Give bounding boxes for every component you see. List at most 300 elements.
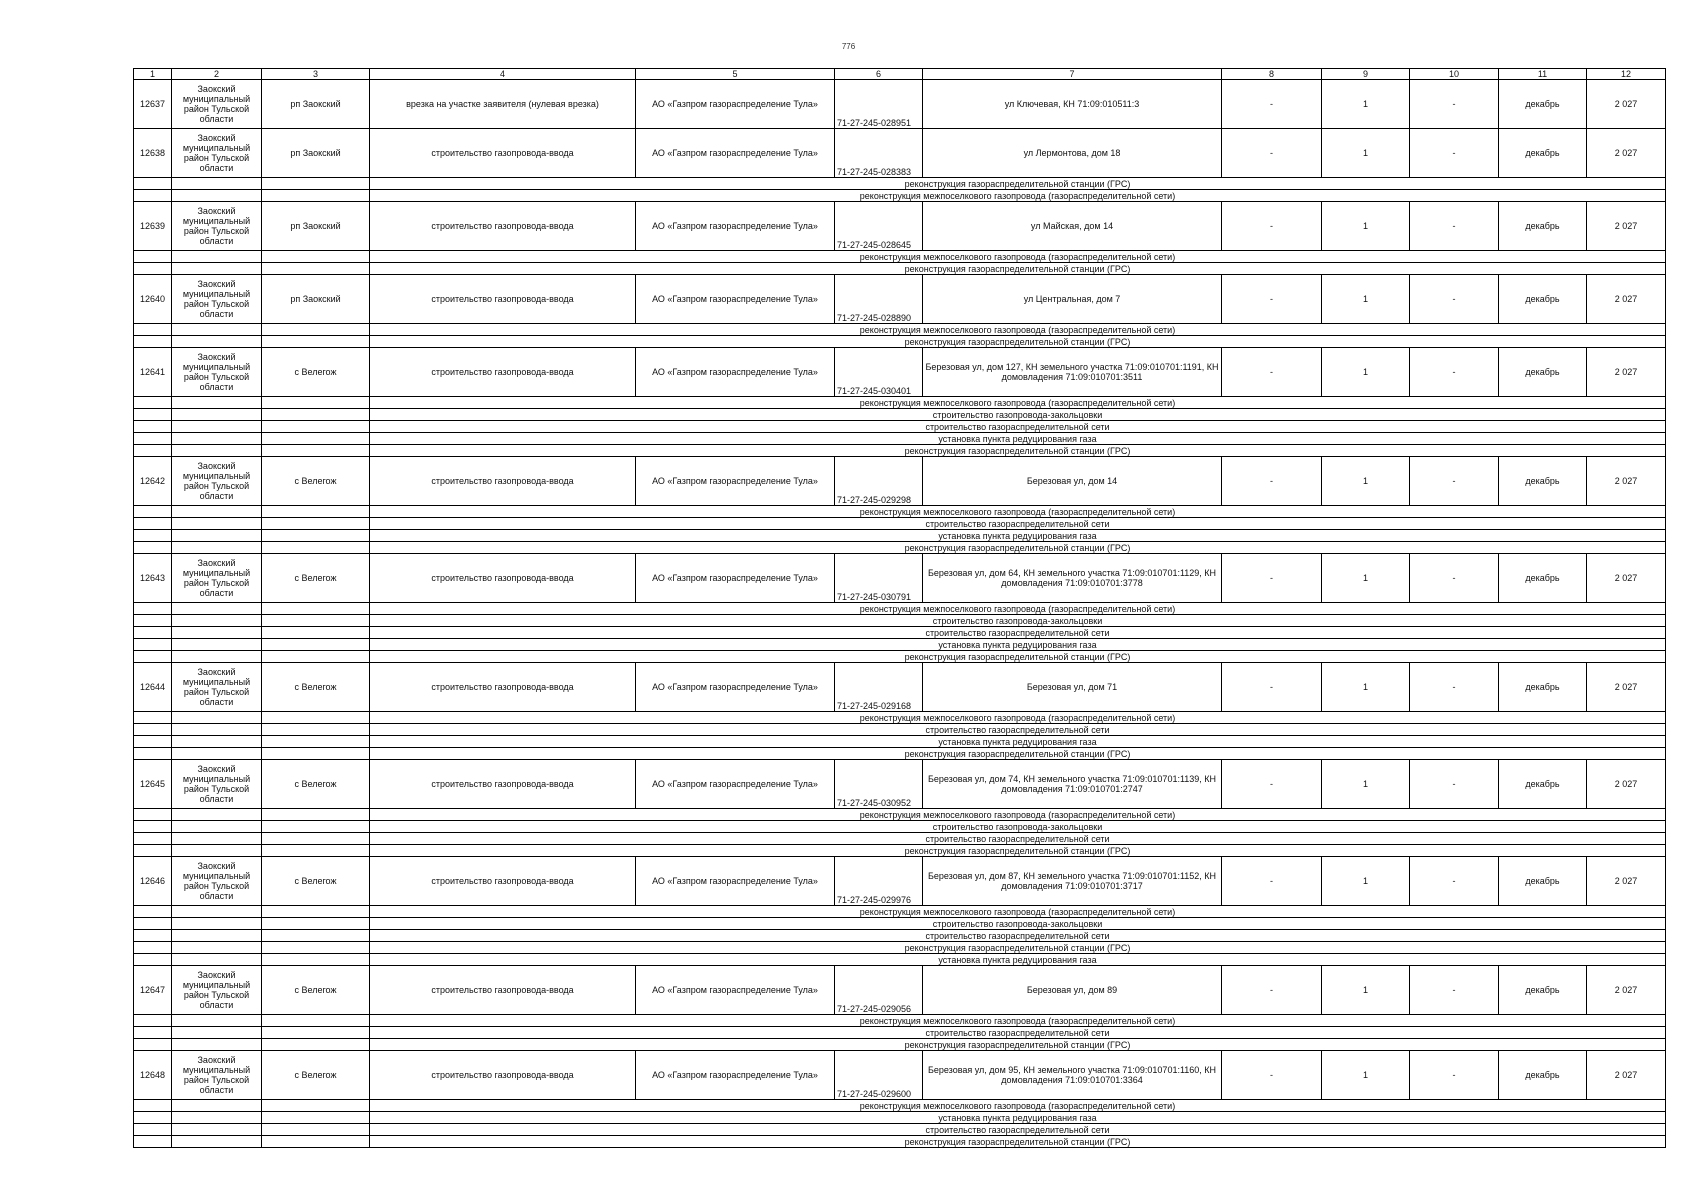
sub-work-row [134,1124,1666,1136]
column-9-value: 1 [1322,202,1410,251]
empty-cell [172,518,262,530]
table-row [134,275,1666,324]
work-type: строительство газопровода-ввода [370,348,636,397]
empty-cell [134,542,172,554]
empty-cell [134,930,172,942]
sub-work-row [134,906,1666,918]
sub-work-row [134,724,1666,736]
completion-month: декабрь [1499,275,1587,324]
empty-cell [172,421,262,433]
sub-work-description: реконструкция межпоселкового газопровода (газораспределительной сети) [370,1015,1666,1027]
column-10-value: - [1410,457,1499,506]
table-row [134,554,1666,603]
empty-cell [172,845,262,857]
table-row [134,857,1666,906]
column-number-header: 2 [172,69,262,80]
organization-name: АО «Газпром газораспределение Тула» [636,857,835,906]
completion-year: 2 027 [1587,554,1666,603]
empty-cell [262,1112,370,1124]
empty-cell [262,445,370,457]
sub-work-row [134,627,1666,639]
record-number: 12647 [134,966,172,1015]
empty-cell [172,409,262,421]
sub-work-description: реконструкция межпоселкового газопровода (газораспределительной сети) [370,397,1666,409]
column-9-value: 1 [1322,348,1410,397]
district-name: Заокский муниципальный район Тульской области [172,275,262,324]
work-type: строительство газопровода-ввода [370,857,636,906]
table-row [134,457,1666,506]
empty-cell [134,906,172,918]
empty-cell [172,263,262,275]
work-type: строительство газопровода-ввода [370,202,636,251]
empty-cell [172,1027,262,1039]
empty-cell [134,833,172,845]
column-10-value: - [1410,663,1499,712]
locality-name: рп Заокский [262,129,370,178]
column-number-header: 3 [262,69,370,80]
sub-work-description: установка пункта редуцирования газа [370,433,1666,445]
sub-work-description: строительство газопровода-закольцовки [370,918,1666,930]
empty-cell [262,251,370,263]
organization-name: АО «Газпром газораспределение Тула» [636,80,835,129]
column-9-value: 1 [1322,80,1410,129]
sub-work-row [134,651,1666,663]
column-8-value: - [1222,554,1322,603]
district-name: Заокский муниципальный район Тульской области [172,554,262,603]
locality-name: с Велегож [262,760,370,809]
object-address: Березовая ул, дом 87, КН земельного участка 71:09:010701:1152, КН домовладения 71:09:010701:3717 [923,857,1222,906]
empty-cell [134,530,172,542]
empty-cell [172,930,262,942]
record-number: 12648 [134,1051,172,1100]
table-row [134,129,1666,178]
completion-month: декабрь [1499,348,1587,397]
organization-name: АО «Газпром газораспределение Тула» [636,129,835,178]
column-10-value: - [1410,348,1499,397]
work-type: врезка на участке заявителя (нулевая врезка) [370,80,636,129]
sub-work-row [134,518,1666,530]
sub-work-description: реконструкция межпоселкового газопровода (газораспределительной сети) [370,603,1666,615]
sub-work-row [134,942,1666,954]
empty-cell [134,918,172,930]
empty-cell [262,433,370,445]
sub-work-row [134,178,1666,190]
sub-work-description: строительство газораспределительной сети [370,627,1666,639]
sub-work-row [134,639,1666,651]
locality-name: рп Заокский [262,202,370,251]
sub-work-description: реконструкция межпоселкового газопровода (газораспределительной сети) [370,906,1666,918]
empty-cell [172,651,262,663]
sub-work-description: строительство газораспределительной сети [370,518,1666,530]
application-code: 71-27-245-030952 [835,760,923,809]
sub-work-row [134,615,1666,627]
record-number: 12642 [134,457,172,506]
empty-cell [172,1124,262,1136]
sub-work-row [134,190,1666,202]
work-type: строительство газопровода-ввода [370,663,636,712]
application-code: 71-27-245-028951 [835,80,923,129]
sub-work-row [134,324,1666,336]
empty-cell [262,809,370,821]
column-9-value: 1 [1322,966,1410,1015]
table-row [134,966,1666,1015]
sub-work-description: реконструкция межпоселкового газопровода (газораспределительной сети) [370,1100,1666,1112]
sub-work-description: реконструкция межпоселкового газопровода (газораспределительной сети) [370,190,1666,202]
record-number: 12645 [134,760,172,809]
organization-name: АО «Газпром газораспределение Тула» [636,760,835,809]
locality-name: рп Заокский [262,80,370,129]
table-row [134,760,1666,809]
sub-work-description: строительство газораспределительной сети [370,833,1666,845]
column-8-value: - [1222,1051,1322,1100]
record-number: 12639 [134,202,172,251]
sub-work-row [134,530,1666,542]
locality-name: с Велегож [262,1051,370,1100]
sub-work-description: установка пункта редуцирования газа [370,530,1666,542]
empty-cell [134,615,172,627]
column-number-header: 1 [134,69,172,80]
work-type: строительство газопровода-ввода [370,457,636,506]
completion-year: 2 027 [1587,80,1666,129]
table-row [134,80,1666,129]
object-address: Березовая ул, дом 64, КН земельного участка 71:09:010701:1129, КН домовладения 71:09:010701:3778 [923,554,1222,603]
empty-cell [172,954,262,966]
empty-cell [262,942,370,954]
sub-work-row [134,736,1666,748]
column-9-value: 1 [1322,857,1410,906]
empty-cell [262,906,370,918]
column-number-header: 9 [1322,69,1410,80]
sub-work-row [134,409,1666,421]
completion-month: декабрь [1499,857,1587,906]
column-8-value: - [1222,760,1322,809]
empty-cell [134,1136,172,1148]
empty-cell [134,409,172,421]
sub-work-row [134,1039,1666,1051]
empty-cell [262,178,370,190]
application-code: 71-27-245-029298 [835,457,923,506]
completion-year: 2 027 [1587,966,1666,1015]
column-number-header: 8 [1222,69,1322,80]
column-8-value: - [1222,663,1322,712]
sub-work-row [134,918,1666,930]
table-row [134,348,1666,397]
organization-name: АО «Газпром газораспределение Тула» [636,275,835,324]
empty-cell [134,1100,172,1112]
empty-cell [172,251,262,263]
table-row [134,1051,1666,1100]
empty-cell [172,809,262,821]
work-type: строительство газопровода-ввода [370,129,636,178]
sub-work-description: строительство газораспределительной сети [370,1027,1666,1039]
application-code: 71-27-245-029168 [835,663,923,712]
empty-cell [262,954,370,966]
empty-cell [134,1039,172,1051]
column-8-value: - [1222,348,1322,397]
empty-cell [134,651,172,663]
sub-work-description: реконструкция газораспределительной станции (ГРС) [370,748,1666,760]
sub-work-description: строительство газораспределительной сети [370,1124,1666,1136]
sub-work-description: реконструкция газораспределительной станции (ГРС) [370,263,1666,275]
empty-cell [172,506,262,518]
sub-work-description: реконструкция газораспределительной станции (ГРС) [370,542,1666,554]
empty-cell [262,821,370,833]
completion-month: декабрь [1499,554,1587,603]
empty-cell [172,1039,262,1051]
record-number: 12638 [134,129,172,178]
empty-cell [262,397,370,409]
column-9-value: 1 [1322,129,1410,178]
application-code: 71-27-245-028645 [835,202,923,251]
sub-work-description: строительство газораспределительной сети [370,421,1666,433]
sub-work-description: реконструкция газораспределительной станции (ГРС) [370,1039,1666,1051]
work-type: строительство газопровода-ввода [370,966,636,1015]
sub-work-description: строительство газопровода-закольцовки [370,821,1666,833]
column-10-value: - [1410,202,1499,251]
sub-work-description: реконструкция газораспределительной станции (ГРС) [370,1136,1666,1148]
column-number-header: 7 [923,69,1222,80]
object-address: ул Лермонтова, дом 18 [923,129,1222,178]
sub-work-row [134,263,1666,275]
object-address: ул Майская, дом 14 [923,202,1222,251]
empty-cell [172,603,262,615]
empty-cell [134,397,172,409]
empty-cell [262,627,370,639]
empty-cell [172,324,262,336]
locality-name: с Велегож [262,966,370,1015]
sub-work-row [134,445,1666,457]
empty-cell [262,603,370,615]
sub-work-row [134,833,1666,845]
sub-work-row [134,433,1666,445]
sub-work-row [134,603,1666,615]
registry-table [133,68,1666,1148]
column-8-value: - [1222,202,1322,251]
sub-work-description: реконструкция газораспределительной станции (ГРС) [370,942,1666,954]
empty-cell [172,724,262,736]
district-name: Заокский муниципальный район Тульской области [172,663,262,712]
sub-work-row [134,1015,1666,1027]
empty-cell [262,833,370,845]
empty-cell [172,627,262,639]
locality-name: с Велегож [262,348,370,397]
application-code: 71-27-245-029600 [835,1051,923,1100]
completion-month: декабрь [1499,457,1587,506]
table-row [134,663,1666,712]
sub-work-row [134,251,1666,263]
column-10-value: - [1410,966,1499,1015]
sub-work-description: реконструкция газораспределительной станции (ГРС) [370,651,1666,663]
organization-name: АО «Газпром газораспределение Тула» [636,202,835,251]
empty-cell [172,445,262,457]
column-10-value: - [1410,760,1499,809]
sub-work-row [134,748,1666,760]
column-9-value: 1 [1322,275,1410,324]
column-8-value: - [1222,966,1322,1015]
column-number-header: 12 [1587,69,1666,80]
empty-cell [134,263,172,275]
application-code: 71-27-245-029056 [835,966,923,1015]
column-10-value: - [1410,1051,1499,1100]
empty-cell [262,336,370,348]
column-9-value: 1 [1322,554,1410,603]
object-address: Березовая ул, дом 95, КН земельного участка 71:09:010701:1160, КН домовладения 71:09:010701:3364 [923,1051,1222,1100]
object-address: ул Ключевая, КН 71:09:010511:3 [923,80,1222,129]
column-10-value: - [1410,275,1499,324]
empty-cell [134,809,172,821]
empty-cell [262,542,370,554]
empty-cell [262,409,370,421]
empty-cell [172,833,262,845]
district-name: Заокский муниципальный район Тульской области [172,129,262,178]
empty-cell [134,518,172,530]
sub-work-description: реконструкция межпоселкового газопровода (газораспределительной сети) [370,712,1666,724]
empty-cell [262,639,370,651]
empty-cell [172,542,262,554]
empty-cell [262,263,370,275]
empty-cell [134,724,172,736]
column-10-value: - [1410,129,1499,178]
empty-cell [172,942,262,954]
column-9-value: 1 [1322,663,1410,712]
district-name: Заокский муниципальный район Тульской области [172,80,262,129]
empty-cell [134,190,172,202]
organization-name: АО «Газпром газораспределение Тула» [636,554,835,603]
sub-work-row [134,506,1666,518]
empty-cell [262,190,370,202]
empty-cell [172,178,262,190]
page-number: 776 [841,42,856,51]
empty-cell [134,712,172,724]
empty-cell [262,506,370,518]
sub-work-row [134,930,1666,942]
empty-cell [172,712,262,724]
locality-name: с Велегож [262,457,370,506]
empty-cell [172,821,262,833]
completion-year: 2 027 [1587,275,1666,324]
sub-work-description: установка пункта редуцирования газа [370,639,1666,651]
sub-work-description: реконструкция межпоселкового газопровода (газораспределительной сети) [370,324,1666,336]
sub-work-description: установка пункта редуцирования газа [370,736,1666,748]
record-number: 12646 [134,857,172,906]
column-8-value: - [1222,129,1322,178]
district-name: Заокский муниципальный район Тульской области [172,760,262,809]
district-name: Заокский муниципальный район Тульской области [172,457,262,506]
completion-year: 2 027 [1587,857,1666,906]
object-address: Березовая ул, дом 89 [923,966,1222,1015]
empty-cell [262,324,370,336]
work-type: строительство газопровода-ввода [370,760,636,809]
empty-cell [134,736,172,748]
empty-cell [172,433,262,445]
sub-work-row [134,421,1666,433]
record-number: 12644 [134,663,172,712]
sub-work-description: реконструкция газораспределительной станции (ГРС) [370,445,1666,457]
district-name: Заокский муниципальный район Тульской области [172,202,262,251]
organization-name: АО «Газпром газораспределение Тула» [636,1051,835,1100]
column-8-value: - [1222,457,1322,506]
sub-work-description: реконструкция газораспределительной станции (ГРС) [370,178,1666,190]
empty-cell [134,506,172,518]
completion-month: декабрь [1499,760,1587,809]
column-number-header: 6 [835,69,923,80]
empty-cell [262,530,370,542]
empty-cell [134,421,172,433]
district-name: Заокский муниципальный район Тульской области [172,1051,262,1100]
sub-work-description: строительство газораспределительной сети [370,930,1666,942]
empty-cell [134,1015,172,1027]
sub-work-description: реконструкция межпоселкового газопровода (газораспределительной сети) [370,251,1666,263]
sub-work-description: строительство газопровода-закольцовки [370,409,1666,421]
application-code: 71-27-245-030401 [835,348,923,397]
sub-work-row [134,1136,1666,1148]
empty-cell [134,433,172,445]
empty-cell [134,324,172,336]
empty-cell [172,336,262,348]
empty-cell [134,178,172,190]
empty-cell [262,1027,370,1039]
empty-cell [262,748,370,760]
column-10-value: - [1410,80,1499,129]
district-name: Заокский муниципальный район Тульской области [172,857,262,906]
application-code: 71-27-245-028383 [835,129,923,178]
empty-cell [172,906,262,918]
locality-name: с Велегож [262,554,370,603]
completion-month: декабрь [1499,663,1587,712]
empty-cell [262,1136,370,1148]
object-address: Березовая ул, дом 14 [923,457,1222,506]
sub-work-row [134,397,1666,409]
work-type: строительство газопровода-ввода [370,1051,636,1100]
record-number: 12637 [134,80,172,129]
sub-work-description: строительство газораспределительной сети [370,724,1666,736]
empty-cell [134,954,172,966]
empty-cell [134,603,172,615]
sub-work-description: реконструкция межпоселкового газопровода (газораспределительной сети) [370,809,1666,821]
completion-year: 2 027 [1587,202,1666,251]
completion-year: 2 027 [1587,663,1666,712]
completion-month: декабрь [1499,1051,1587,1100]
column-number-header: 5 [636,69,835,80]
sub-work-row [134,809,1666,821]
empty-cell [262,1124,370,1136]
sub-work-description: установка пункта редуцирования газа [370,1112,1666,1124]
completion-month: декабрь [1499,202,1587,251]
column-10-value: - [1410,554,1499,603]
empty-cell [172,1112,262,1124]
district-name: Заокский муниципальный район Тульской области [172,348,262,397]
registry-table-container [133,68,1665,1148]
work-type: строительство газопровода-ввода [370,554,636,603]
empty-cell [134,627,172,639]
empty-cell [172,1136,262,1148]
application-code: 71-27-245-028890 [835,275,923,324]
empty-cell [134,748,172,760]
column-8-value: - [1222,857,1322,906]
object-address: Березовая ул, дом 127, КН земельного участка 71:09:010701:1191, КН домовладения 71:09:010701:3511 [923,348,1222,397]
record-number: 12641 [134,348,172,397]
application-code: 71-27-245-030791 [835,554,923,603]
organization-name: АО «Газпром газораспределение Тула» [636,966,835,1015]
empty-cell [134,639,172,651]
empty-cell [172,639,262,651]
empty-cell [172,918,262,930]
completion-month: декабрь [1499,80,1587,129]
empty-cell [262,712,370,724]
empty-cell [172,530,262,542]
empty-cell [134,1124,172,1136]
column-number-header: 4 [370,69,636,80]
